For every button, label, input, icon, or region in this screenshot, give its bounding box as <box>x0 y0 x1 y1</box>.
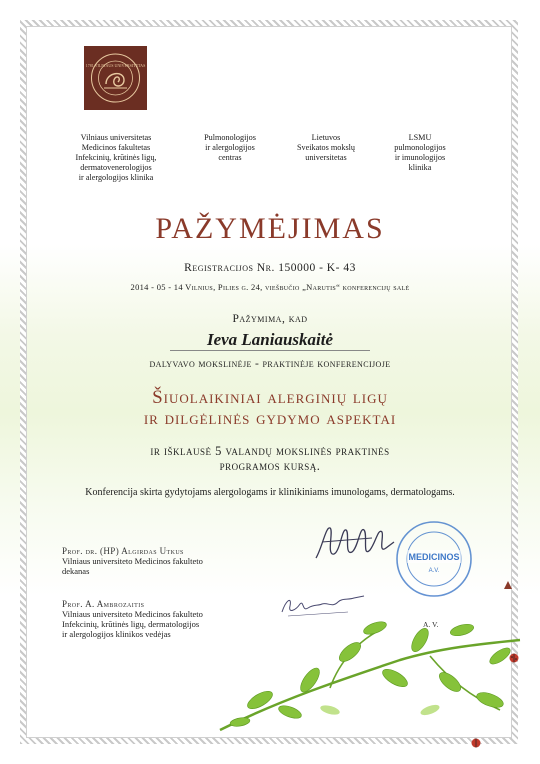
ladybug-icon <box>501 579 515 593</box>
svg-text:A.V.: A.V. <box>428 568 440 574</box>
signatory-dean: Prof. dr. (HP) Algirdas Utkus Vilniaus universiteto Medicinos fakulteto dekanas <box>62 546 203 576</box>
dedication-text: Konferencija skirta gydytojams alergologams ir klinikiniams imunologams, dermatologams. <box>85 487 455 498</box>
certificate-title: PAŽYMĖJIMAS <box>155 212 385 245</box>
conference-title: Šiuolaikiniai alerginių ligų ir dilgėlinės gydymo aspektai <box>143 387 397 429</box>
header-column-lsmu-clinic: LSMU pulmonologijos ir imunologijos klinika <box>394 133 446 172</box>
official-stamp <box>393 518 475 600</box>
av-mark: A. V. <box>423 620 439 629</box>
svg-text:1781 VILNIAUS UNIVERSITETAS: 1781 VILNIAUS UNIVERSITETAS <box>85 63 146 68</box>
ladybug-icon <box>508 652 520 664</box>
leaf-branch-decoration <box>200 600 530 740</box>
header-column-centre: Pulmonologijos ir alergologijos centras <box>204 133 256 162</box>
recipient-name: Ieva Laniauskaitė <box>206 330 334 349</box>
university-logo <box>84 46 147 110</box>
signatory-name: Prof. A. Ambrozaitis <box>62 599 145 609</box>
svg-text:MEDICINOS: MEDICINOS <box>408 552 460 562</box>
certifies-label: Pažymima, kad <box>232 313 308 325</box>
header-column-lsmu-university: Lietuvos Sveikatos mokslų universitetas <box>297 133 355 162</box>
registration-number: Registracijos Nr. 150000 - K- 43 <box>184 262 356 274</box>
participation-text: dalyvavo mokslinėje - praktinėje konferencijoje <box>149 358 391 370</box>
university-seal-icon <box>84 46 147 110</box>
ladybug-icon <box>470 737 482 749</box>
date-and-place: 2014 - 05 - 14 Vilnius, Pilies g. 24, viešbučio „Narutis“ konferencijų salė <box>130 282 410 292</box>
name-underline <box>170 350 370 351</box>
signature-dean <box>312 518 402 568</box>
signatory-head-of-clinic: Prof. A. Ambrozaitis Vilniaus universiteto Medicinos fakulteto Infekcinių, krūtinės ligų, dermatologijos ir alergologijos klinikos vedėjas <box>62 599 203 639</box>
header-column-vu: Vilniaus universitetas Medicinos fakultetas Infekcinių, krūtinės ligų, dermatovenerologijos ir alergologijos klinika <box>75 133 157 182</box>
course-statement: ir išklausė 5 valandų mokslinės praktinės programos kursą. <box>150 444 390 473</box>
signatory-name: Prof. dr. (HP) Algirdas Utkus <box>62 546 184 556</box>
